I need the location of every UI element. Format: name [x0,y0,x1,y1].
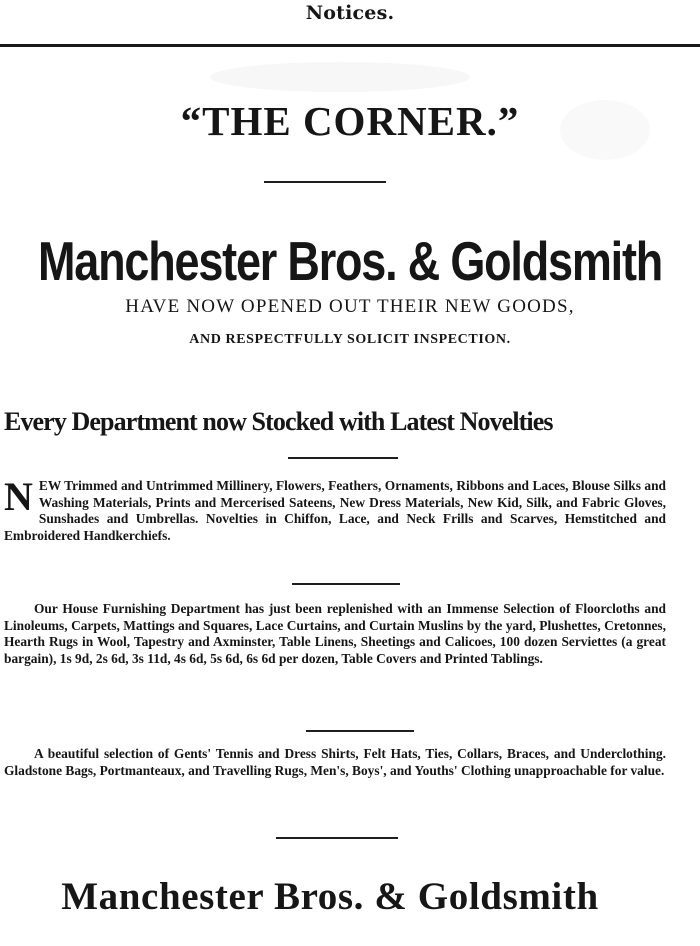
firm-name-footer: Manchester Bros. & Goldsmith [61,875,599,918]
divider-rule-4 [306,730,414,732]
print-smudge [210,62,470,92]
gents-paragraph [4,746,666,779]
divider-rule-1 [264,181,386,183]
drop-cap: N [4,474,33,519]
divider-rule-5 [276,837,398,839]
header-rule [0,44,700,47]
divider-rule-2 [288,457,398,459]
department-headline: Every Department now Stocked with Latest Novelties [4,407,553,436]
print-smudge [560,100,650,160]
advert-title: “THE CORNER.” [180,98,520,144]
firm-name-heading: Manchester Bros. & Goldsmith [38,230,663,293]
section-header: Notices. [305,2,395,24]
millinery-paragraph-text: EW Trimmed and Untrimmed Millinery, Flowers, Feathers, Ornaments, Ribbons and Laces, Blouse Silks and Washing Materials, Prints and Mercerised Sateens, New Dress Materials, New Kid, Silk, and Fabric Gloves, Sunshades and Umbrellas. Novelties in Chiffon, Lace, and Neck Frills and Scarves, Hemstitched and Embroidered Handkerchiefs. [4,478,666,543]
furnishing-paragraph [4,601,666,667]
gents-paragraph-text: A beautiful selection of Gents' Tennis and Dress Shirts, Felt Hats, Ties, Collars, Braces, and Underclothing. Gladstone Bags, Portmanteaux, and Travelling Rugs, Men's, Boys', and Youths' Clothing unapproachable for value. [4,746,666,778]
divider-rule-3 [292,583,400,585]
millinery-paragraph [4,474,666,544]
solicit-line: AND RESPECTFULLY SOLICIT INSPECTION. [189,332,511,347]
furnishing-paragraph-text: Our House Furnishing Department has just been replenished with an Immense Selection of Floorcloths and Linoleums, Carpets, Mattings and Squares, Lace Curtains, and Curtain Muslins by the yard, Plushettes, Cretonnes, Hearth Rugs in Wool, Tapestry and Axminster, Table Linens, Sheetings and Calicoes, 100 dozen Serviettes (a great bargain), 1s 9d, 2s 6d, 3s 11d, 4s 6d, 5s 6d, 6s 6d per dozen, Table Covers and Printed Tablings. [4,601,666,666]
announcement-line: HAVE NOW OPENED OUT THEIR NEW GOODS, [125,296,575,317]
